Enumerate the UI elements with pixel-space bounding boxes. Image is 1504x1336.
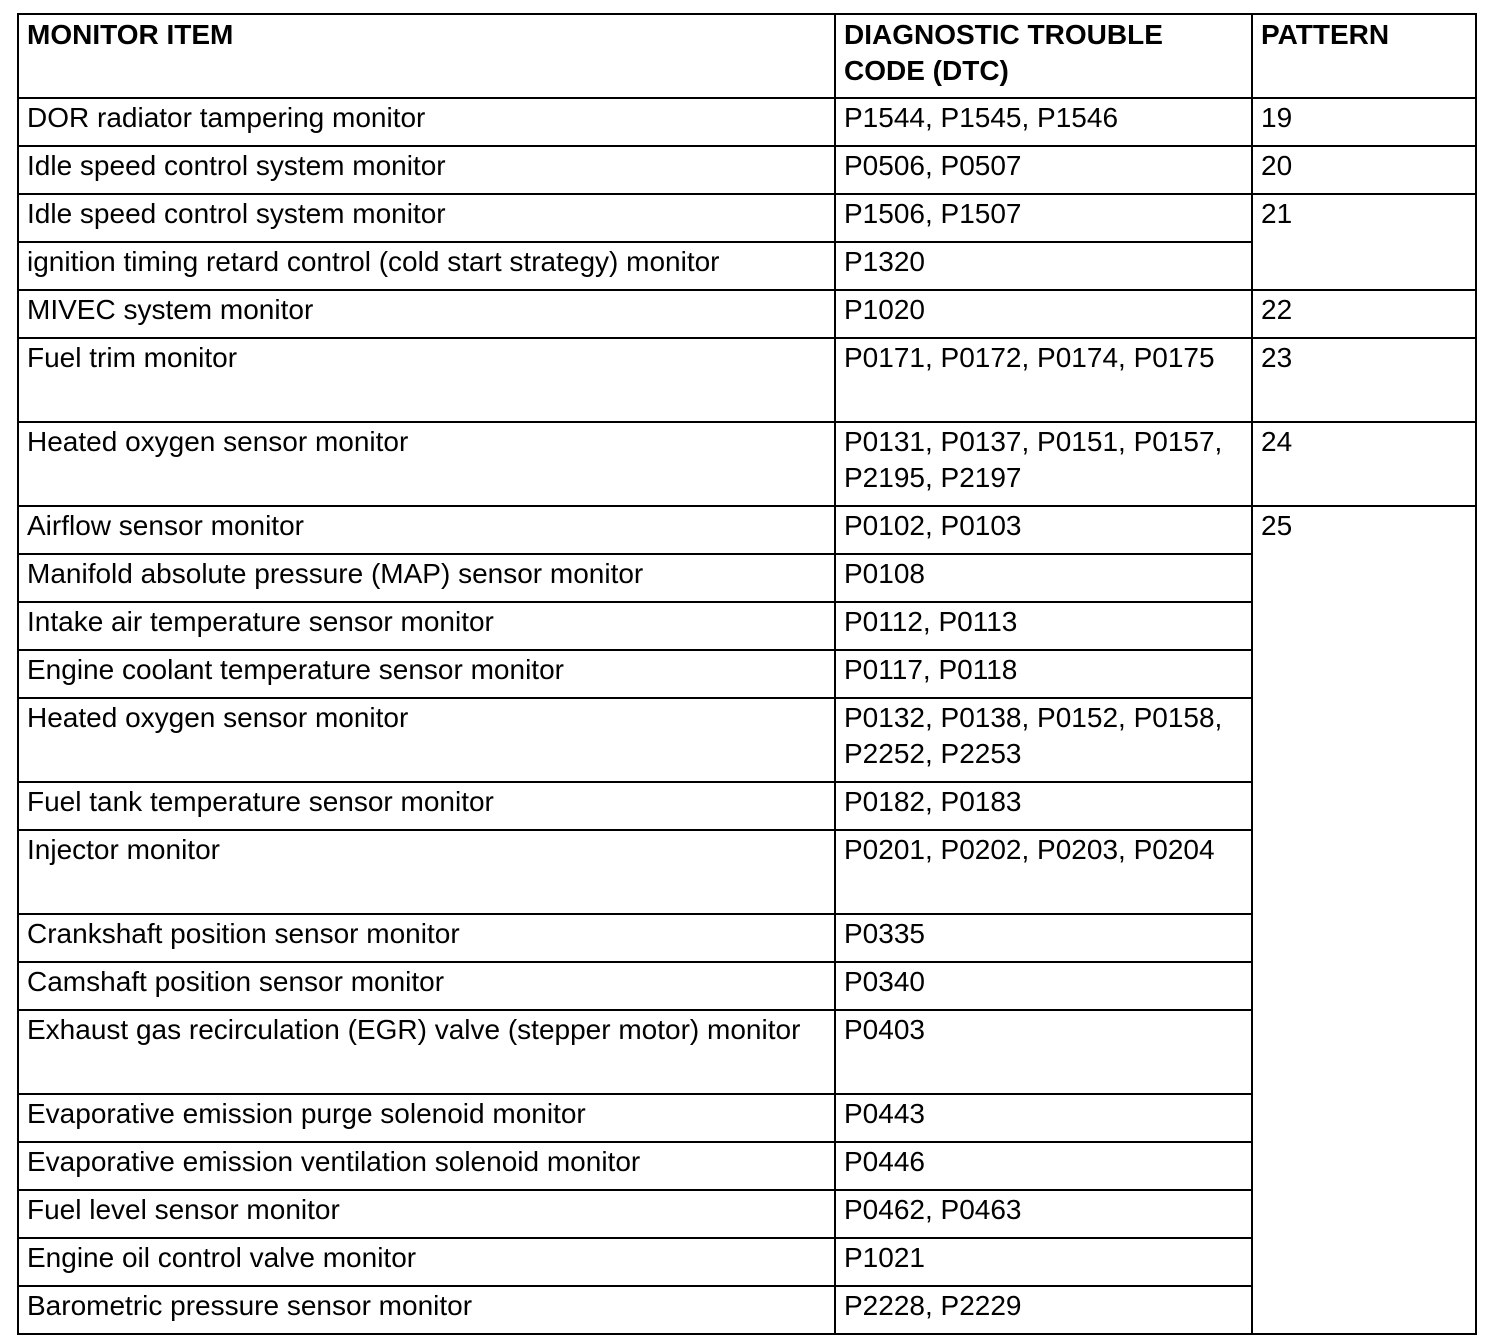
pattern-cell: 24 (1252, 422, 1476, 506)
dtc-cell: P0117, P0118 (835, 650, 1252, 698)
table-row (18, 98, 1476, 146)
dtc-cell: P0108 (835, 554, 1252, 602)
header-monitor-item: MONITOR ITEM (18, 14, 835, 98)
pattern-cell: 19 (1252, 98, 1476, 146)
dtc-cell: P0182, P0183 (835, 782, 1252, 830)
pattern-cell: 23 (1252, 338, 1476, 422)
pattern-cell: 21 (1252, 194, 1476, 290)
monitor-item-cell: Manifold absolute pressure (MAP) sensor monitor (18, 554, 835, 602)
monitor-item-cell: Engine coolant temperature sensor monitor (18, 650, 835, 698)
dtc-cell: P1544, P1545, P1546 (835, 98, 1252, 146)
pattern-cell: 22 (1252, 290, 1476, 338)
dtc-cell: P0403 (835, 1010, 1252, 1094)
table-row (18, 422, 1476, 506)
header-dtc: DIAGNOSTIC TROUBLE CODE (DTC) (835, 14, 1252, 98)
dtc-cell: P0446 (835, 1142, 1252, 1190)
table-row (18, 338, 1476, 422)
pattern-cell: 25 (1252, 506, 1476, 1334)
pattern-cell: 20 (1252, 146, 1476, 194)
monitor-item-cell: MIVEC system monitor (18, 290, 835, 338)
dtc-text: P0171, P0172, P0174, P0175 (844, 342, 1215, 373)
monitor-item-cell: Exhaust gas recirculation (EGR) valve (stepper motor) monitor (18, 1010, 835, 1094)
monitor-item-cell: Crankshaft position sensor monitor (18, 914, 835, 962)
monitor-item-cell: Injector monitor (18, 830, 835, 914)
table-row (18, 290, 1476, 338)
monitor-item-cell: Idle speed control system monitor (18, 146, 835, 194)
header-pattern: PATTERN (1252, 14, 1476, 98)
monitor-item-cell: DOR radiator tampering monitor (18, 98, 835, 146)
dtc-text: P0131, P0137, P0151, P0157, P2195, P2197 (844, 426, 1223, 493)
table-row (18, 146, 1476, 194)
monitor-item-cell: Idle speed control system monitor (18, 194, 835, 242)
monitor-item-cell: Fuel tank temperature sensor monitor (18, 782, 835, 830)
dtc-cell: P2228, P2229 (835, 1286, 1252, 1334)
dtc-cell: P0102, P0103 (835, 506, 1252, 554)
dtc-text: P0201, P0202, P0203, P0204 (844, 834, 1215, 865)
monitor-item-cell: Engine oil control valve monitor (18, 1238, 835, 1286)
monitor-item-cell: ignition timing retard control (cold start strategy) monitor (18, 242, 835, 290)
monitor-item-cell: Heated oxygen sensor monitor (18, 698, 835, 782)
dtc-cell: P1320 (835, 242, 1252, 290)
header-row (18, 14, 1476, 98)
dtc-cell (835, 830, 1252, 914)
table-row (18, 194, 1476, 242)
dtc-cell (835, 338, 1252, 422)
monitor-item-cell: Camshaft position sensor monitor (18, 962, 835, 1010)
monitor-item-cell: Evaporative emission ventilation solenoid monitor (18, 1142, 835, 1190)
monitor-item-cell: Heated oxygen sensor monitor (18, 422, 835, 506)
dtc-cell: P0443 (835, 1094, 1252, 1142)
dtc-cell: P0335 (835, 914, 1252, 962)
monitor-item-cell: Intake air temperature sensor monitor (18, 602, 835, 650)
dtc-cell: P0462, P0463 (835, 1190, 1252, 1238)
dtc-cell: P0112, P0113 (835, 602, 1252, 650)
monitor-item-cell: Evaporative emission purge solenoid monitor (18, 1094, 835, 1142)
dtc-cell: P1021 (835, 1238, 1252, 1286)
monitor-item-cell: Airflow sensor monitor (18, 506, 835, 554)
dtc-text: P0132, P0138, P0152, P0158, P2252, P2253 (844, 702, 1223, 769)
dtc-cell: P0340 (835, 962, 1252, 1010)
dtc-cell (835, 422, 1252, 506)
monitor-item-cell: Fuel trim monitor (18, 338, 835, 422)
dtc-cell: P1506, P1507 (835, 194, 1252, 242)
dtc-cell: P1020 (835, 290, 1252, 338)
dtc-cell (835, 698, 1252, 782)
dtc-table (17, 13, 1477, 1335)
monitor-item-cell: Barometric pressure sensor monitor (18, 1286, 835, 1334)
monitor-item-cell: Fuel level sensor monitor (18, 1190, 835, 1238)
dtc-cell: P0506, P0507 (835, 146, 1252, 194)
table-row (18, 506, 1476, 554)
